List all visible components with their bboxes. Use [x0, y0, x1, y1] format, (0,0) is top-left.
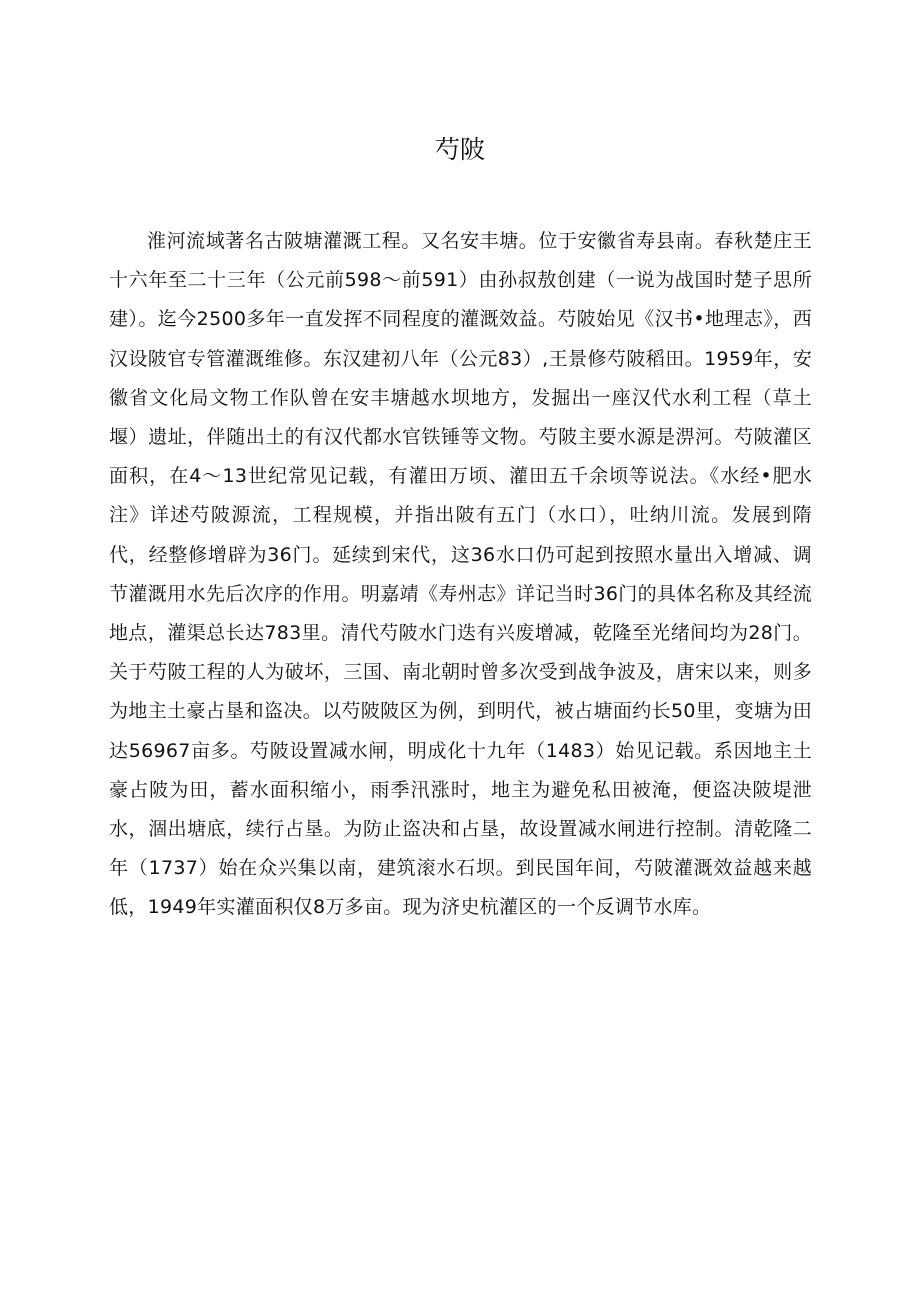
document-body-paragraph: 淮河流域著名古陂塘灌溉工程。又名安丰塘。位于安徽省寿县南。春秋楚庄王十六年至二十三年（公元前598～前591）由孙叔敖创建（一说为战国时楚子思所建）。迄今2500多年一直发挥不同程度的灌溉效益。芍陂始见《汉书•地理志》，西汉设陂官专管灌溉维修。东汉建初八年（公元83）,王景修芍陂稻田。1959年，安徽省文化局文物工作队曾在安丰塘越水坝地方，发掘出一座汉代水利工程（草土堰）遗址，伴随出土的有汉代都水官铁锤等文物。芍陂主要水源是淠河。芍陂灌区面积，在4～13世纪常见记载，有灌田万顷、灌田五千余顷等说法。《水经•肥水注》详述芍陂源流，工程规模，并指出陂有五门（水口），吐纳川流。发展到隋代，经整修增辟为36门。延续到宋代，这36水口仍可起到按照水量出入增减、调节灌溉用水先后次序的作用。明嘉靖《寿州志》详记当时36门的具体名称及其经流地点，灌渠总长达783里。清代芍陂水门迭有兴废增减，乾隆至光绪间均为28门。关于芍陂工程的人为破坏，三国、南北朝时曾多次受到战争波及，唐宋以来，则多为地主土豪占垦和盗决。以芍陂陂区为例，到明代，被占塘面约长50里，变塘为田达56967亩多。芍陂设置减水闸，明成化十九年（1483）始见记载。系因地主土豪占陂为田，蓄水面积缩小，雨季汛涨时，地主为避免私田被淹，便盗决陂堤泄水，涸出塘底，续行占垦。为防止盗决和占垦，故设置减水闸进行控制。清乾隆二年（1737）始在众兴集以南，建筑滚水石坝。到民国年间，芍陂灌溉效益越来越低，1949年实灌面积仅8万多亩。现为济史杭灌区的一个反调节水库。 [109, 230, 812, 919]
document-title: 芍陂 [434, 135, 485, 164]
